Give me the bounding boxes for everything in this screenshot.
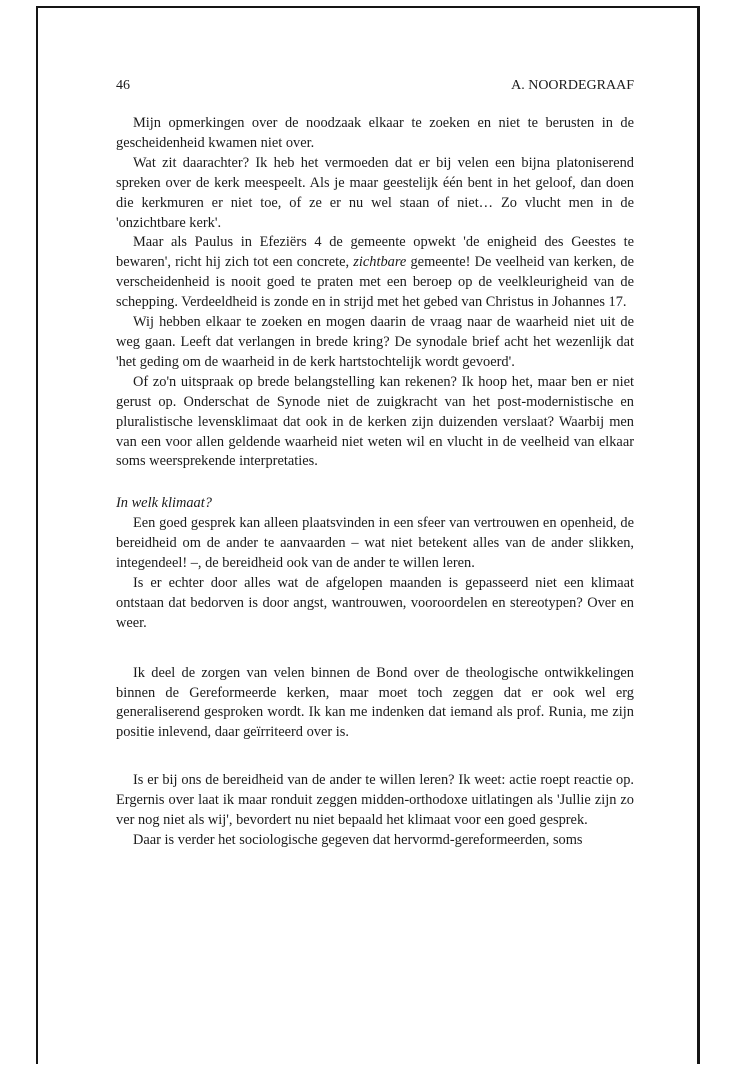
paragraph: Mijn opmerkingen over de noodzaak elkaar te zoeken en niet te berusten in de gescheidenheid kwamen niet over. — [116, 115, 634, 151]
section-heading: In welk klimaat? — [116, 495, 212, 512]
paragraph: Daar is verder het sociologische gegeven dat hervormd-gereformeerden, soms — [133, 832, 583, 848]
emphasized-word: zichtbare — [353, 254, 407, 271]
paragraph: Ik deel de zorgen van velen binnen de Bond over de theologische ontwikkelingen binnen de Gereformeerde kerken, maar moet toch zeggen dat er ook wel erg generaliserend gesproken wordt. Ik kan me indenken dat iemand als prof. Runia, me zijn positie inlevend, daar geïrriteerd over is. — [116, 664, 634, 741]
page-number: 46 — [116, 78, 130, 93]
page-border-left — [36, 6, 38, 1064]
paragraph: Is er echter door alles wat de afgelopen maanden is gepasseerd niet een klimaat ontstaan dat bedorven is door angst, wantrouwen, vooroordelen en stereotypen? Over en weer. — [116, 574, 634, 631]
paragraph-text: Maar als Paulus in Efeziërs 4 de gemeente opwekt 'de enigheid des Geestes te bewaren', richt hij zich tot een concrete, — [116, 234, 634, 271]
paragraph: Is er bij ons de bereidheid van de ander te willen leren? Ik weet: actie roept reactie op. Ergernis over laat ik maar ronduit zeggen midden-orthodoxe uitlatingen als 'Jullie zijn zo ver nog niet als wij', bevordert nu niet bepaald het klimaat voor een goed gesprek. — [116, 772, 634, 829]
page-content — [116, 76, 634, 851]
paragraph-text: gemeente! De veelheid van kerken, de verscheidenheid is nooit goed te praten met een beroep op de veelkleurigheid van de schepping. Verdeeldheid is zonde en in strijd met het gebed van Christus in Johannes 17. — [116, 254, 634, 311]
paragraph — [116, 233, 634, 313]
paragraph: Een goed gesprek kan alleen plaatsvinden in een sfeer van vertrouwen en openheid, de bereidheid om de ander te aanvaarden – wat niet betekent alles van de ander slikken, integendeel! –, de bereidheid ook van de ander te willen leren. — [116, 515, 634, 572]
paragraph: Of zo'n uitspraak op brede belangstelling kan rekenen? Ik hoop het, maar ben er niet gerust op. Onderschat de Synode niet de zuigkracht van het post-modernistische en pluralistische levensklimaat dat ook in de kerken zijn duizenden verslaat? Waarbij men van een voor allen geldende waarheid niet weten wil en vlucht in de veelheid van elkaar soms weersprekende interpretaties. — [116, 373, 634, 470]
page-border-top — [36, 6, 698, 8]
running-head — [116, 76, 634, 96]
paragraph: Wij hebben elkaar te zoeken en mogen daarin de vraag naar de waarheid niet uit de weg gaan. Leeft dat verlangen in brede kring? De synodale brief acht het wezenlijk dat 'het geding om de waarheid in de kerk hartstochtelijk wordt gevoerd'. — [116, 314, 634, 370]
paragraph: Wat zit daarachter? Ik heb het vermoeden dat er bij velen een bijna platoniserend spreken over de kerk meespeelt. Als je maar geestelijk één bent in het geloof, dan doen die kerkmuren er niet toe, of ze er nu wel staan of niet… Zo vlucht men in de 'onzichtbare kerk'. — [116, 154, 634, 231]
page-border-right — [697, 6, 700, 1064]
author-name: A. NOORDEGRAAF — [511, 78, 634, 93]
